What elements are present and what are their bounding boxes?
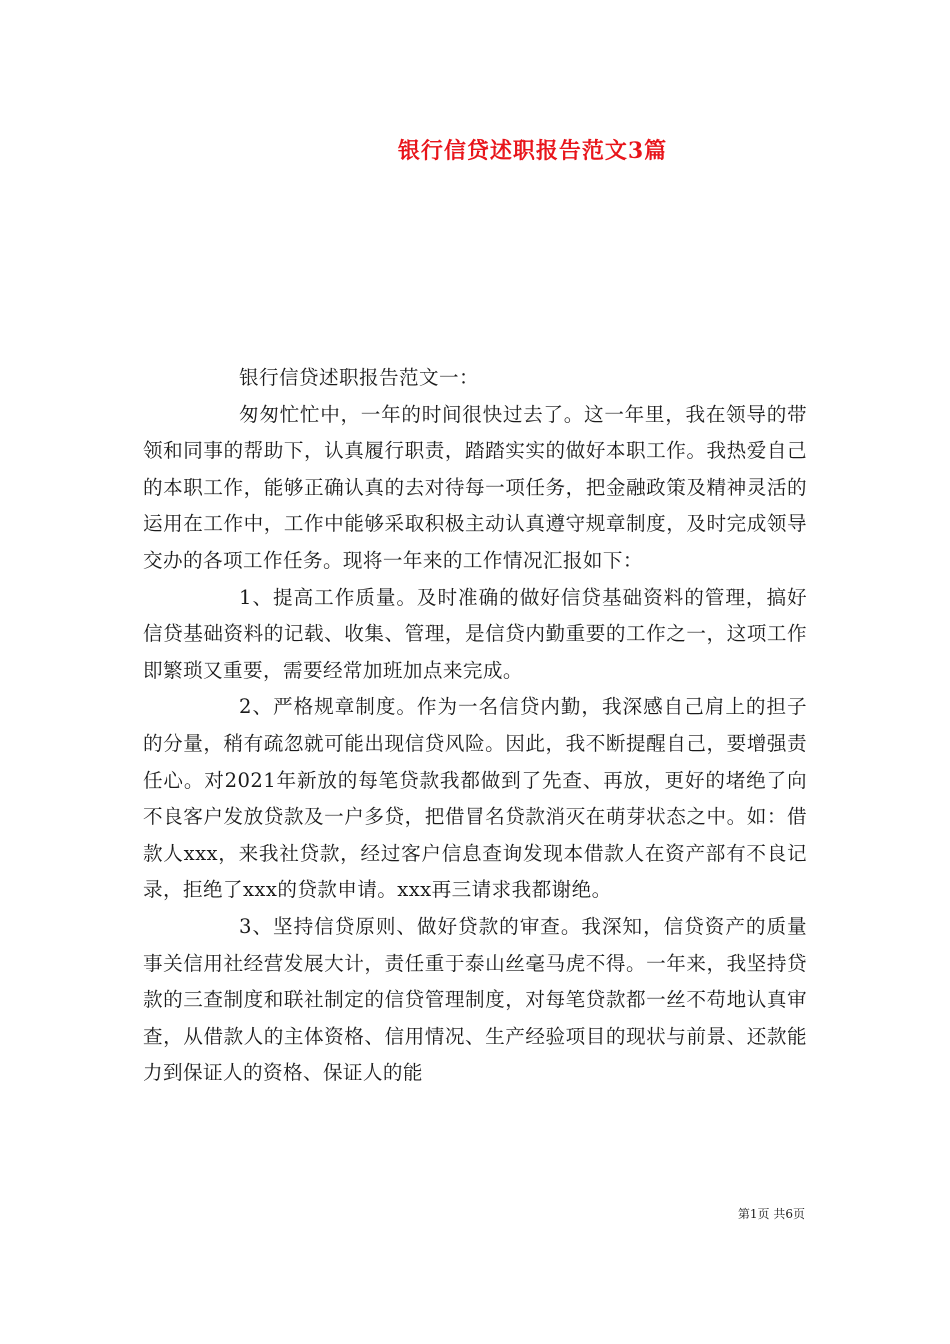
paragraph-item-2: 2、严格规章制度。作为一名信贷内勤，我深感自己肩上的担子的分量，稍有疏忽就可能出现信贷风险。因此，我不断提醒自己，要增强责任心。对2021年新放的每笔贷款我都做到了先查、再放，更好的堵绝了向不良客户发放贷款及一户多贷，把借冒名贷款消灭在萌芽状态之中。如：借款人xxx，来我社贷款，经过客户信息查询发现本借款人在资产部有不良记录，拒绝了xxx的贷款申请。xxx再三请求我都谢绝。 <box>143 695 807 902</box>
paragraph-item-1: 1、提高工作质量。及时准确的做好信贷基础资料的管理，搞好信贷基础资料的记载、收集、管理，是信贷内勤重要的工作之一，这项工作即繁琐又重要，需要经常加班加点来完成。 <box>143 585 807 682</box>
page-number-footer: 第1页 共6页 <box>737 1207 805 1221</box>
document-body <box>143 360 807 1092</box>
paragraph-intro: 匆匆忙忙中，一年的时间很快过去了。这一年里，我在领导的带领和同事的帮助下，认真履行职责，踏踏实实的做好本职工作。我热爱自己的本职工作，能够正确认真的去对待每一项任务，把金融政策及精神灵活的运用在工作中，工作中能够采取积极主动认真遵守规章制度，及时完成领导交办的各项工作任务。现将一年来的工作情况汇报如下： <box>143 402 807 572</box>
paragraph-heading: 银行信贷述职报告范文一： <box>239 366 479 389</box>
document-title: 银行信贷述职报告范文3篇 <box>397 138 668 164</box>
paragraph-item-3: 3、坚持信贷原则、做好贷款的审查。我深知，信贷资产的质量事关信用社经营发展大计，责任重于泰山丝毫马虎不得。一年来，我坚持贷款的三查制度和联社制定的信贷管理制度，对每笔贷款都一丝不苟地认真审查，从借款人的主体资格、信用情况、生产经验项目的现状与前景、还款能力到保证人的资格、保证人的能 <box>143 914 807 1085</box>
